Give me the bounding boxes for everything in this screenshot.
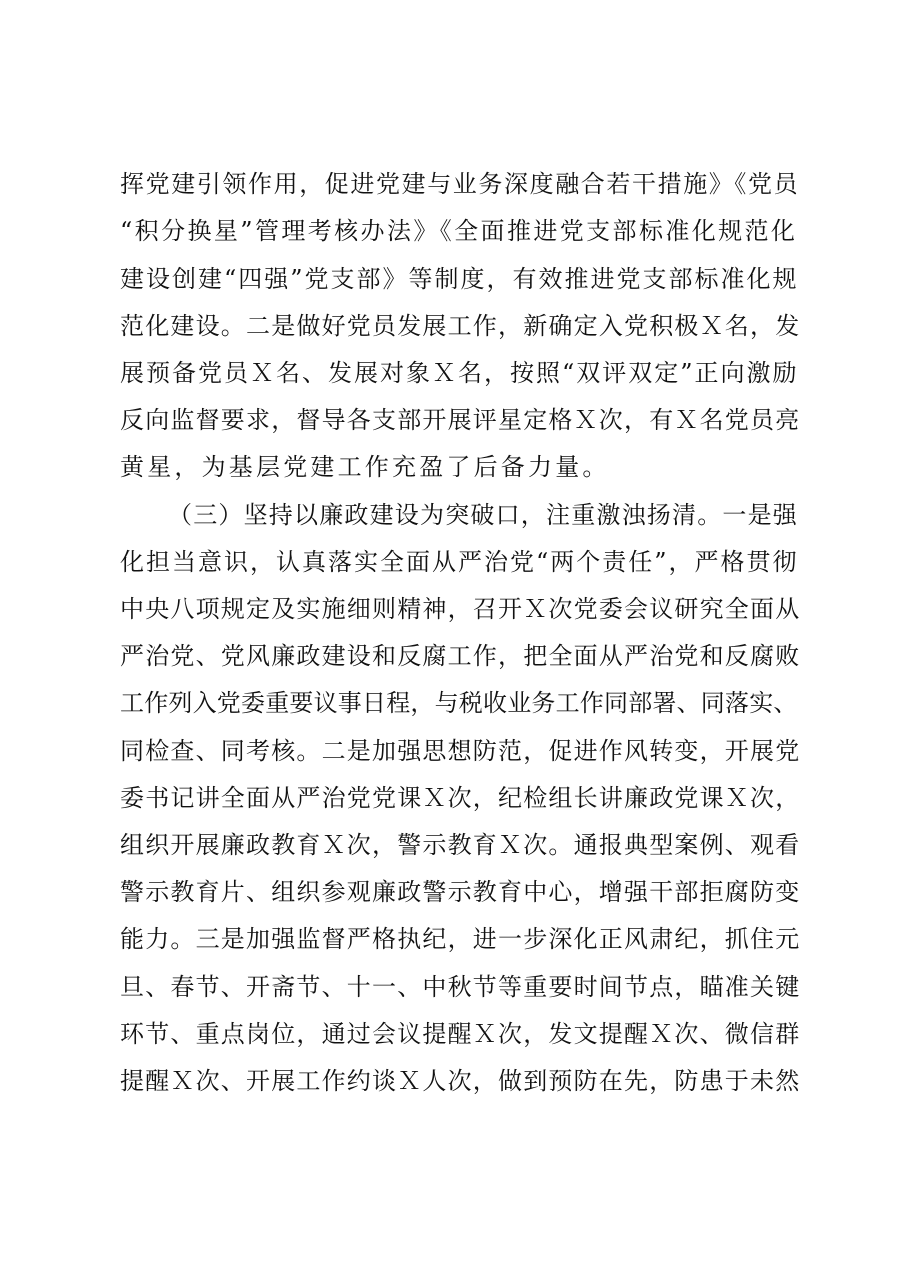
text-line: “积分换星”管理考核办法》《全面推进党支部标准化规范化 — [120, 217, 798, 245]
text-line: 建设创建“四强”党支部》等制度，有效推进党支部标准化规 — [120, 265, 799, 293]
text-line: 范化建设。二是做好党员发展工作，新确定入党积极Ｘ名，发 — [120, 312, 801, 340]
text-line: 挥党建引领作用，促进党建与业务深度融合若干措施》《党员 — [120, 170, 800, 198]
text-line: 同检查、同考核。二是加强思想防范，促进作风转变，开展党 — [120, 737, 801, 765]
paragraph-heading-line: （三）坚持以廉政建设为突破口，注重激浊扬清。一是强 — [168, 501, 798, 529]
text-line: 组织开展廉政教育Ｘ次，警示教育Ｘ次。通报典型案例、观看 — [120, 831, 801, 859]
text-line: 化担当意识，认真落实全面从严治党“两个责任”，严格贯彻 — [120, 548, 799, 576]
text-line: 警示教育片、组织参观廉政警示教育中心，增强干部拒腐防变 — [120, 878, 801, 906]
text-line: 环节、重点岗位，通过会议提醒Ｘ次，发文提醒Ｘ次、微信群 — [120, 1020, 801, 1048]
text-line: 反向监督要求，督导各支部开展评星定格Ｘ次，有Ｘ名党员亮 — [120, 406, 801, 434]
text-line: 严治党、党风廉政建设和反腐工作，把全面从严治党和反腐败 — [120, 642, 801, 670]
text-line: 能力。三是加强监督严格执纪，进一步深化正风肃纪，抓住元 — [120, 925, 801, 953]
text-line: 提醒Ｘ次、开展工作约谈Ｘ人次，做到预防在先，防患于未然 — [120, 1067, 801, 1095]
text-line: 中央八项规定及实施细则精神，召开Ｘ次党委会议研究全面从 — [120, 595, 801, 623]
text-line: 旦、春节、开斋节、十一、中秋节等重要时间节点，瞄准关键 — [120, 973, 801, 1001]
text-line: 工作列入党委重要议事日程，与税收业务工作同部署、同落实、 — [120, 689, 798, 717]
text-line: 黄星，为基层党建工作充盈了后备力量。 — [120, 453, 610, 481]
text-line: 展预备党员Ｘ名、发展对象Ｘ名，按照“双评双定”正向激励 — [120, 359, 799, 387]
text-line: 委书记讲全面从严治党党课Ｘ次，纪检组长讲廉政党课Ｘ次， — [120, 784, 801, 812]
